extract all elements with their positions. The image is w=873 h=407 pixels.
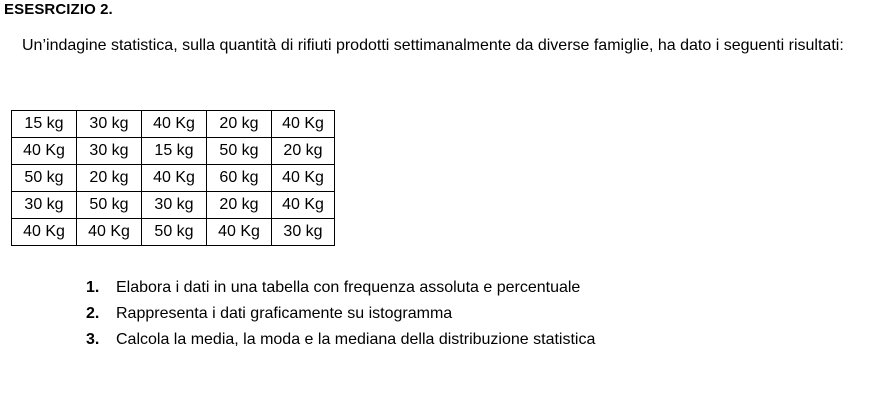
table-row [12,219,335,246]
table-cell: 30 kg [77,111,142,138]
table-cell: 20 kg [207,111,272,138]
task-number: 3. [86,331,100,348]
table-cell: 40 Kg [272,111,335,138]
task-number: 1. [86,279,100,296]
table-cell: 30 kg [12,192,77,219]
table-row [12,165,335,192]
table-cell: 20 kg [77,165,142,192]
task-text: Calcola la media, la moda e la mediana della distribuzione statistica [116,331,596,348]
task-list [86,277,595,355]
table-cell: 40 Kg [12,219,77,246]
table-row [12,192,335,219]
task-item [86,277,595,303]
table-cell: 15 kg [12,111,77,138]
table-cell: 40 Kg [272,165,335,192]
task-text: Elabora i dati in una tabella con frequenza assoluta e percentuale [116,279,581,296]
table-row [12,138,335,165]
table-cell: 40 Kg [77,219,142,246]
table-cell: 15 kg [142,138,207,165]
exercise-title: ESESRCIZIO 2. [4,1,113,18]
table-cell: 30 kg [142,192,207,219]
table-cell: 40 Kg [142,111,207,138]
table-cell: 50 kg [12,165,77,192]
table-cell: 40 Kg [12,138,77,165]
table-cell: 30 kg [77,138,142,165]
table-cell: 60 kg [207,165,272,192]
intro-paragraph: Un’indagine statistica, sulla quantità di rifiuti prodotti settimanalmente da diverse famiglie, ha dato i seguenti risultati: [22,37,844,54]
task-number: 2. [86,305,100,322]
table-cell: 20 kg [207,192,272,219]
table-cell: 30 kg [272,219,335,246]
table-cell: 20 kg [272,138,335,165]
table-row [12,111,335,138]
task-item [86,329,595,355]
table-cell: 50 kg [77,192,142,219]
table-cell: 40 Kg [207,219,272,246]
table-cell: 50 kg [142,219,207,246]
task-text: Rappresenta i dati graficamente su istogramma [116,305,453,322]
table-cell: 50 kg [207,138,272,165]
table-cell: 40 Kg [272,192,335,219]
task-item [86,303,595,329]
table-cell: 40 Kg [142,165,207,192]
data-table [11,110,335,246]
